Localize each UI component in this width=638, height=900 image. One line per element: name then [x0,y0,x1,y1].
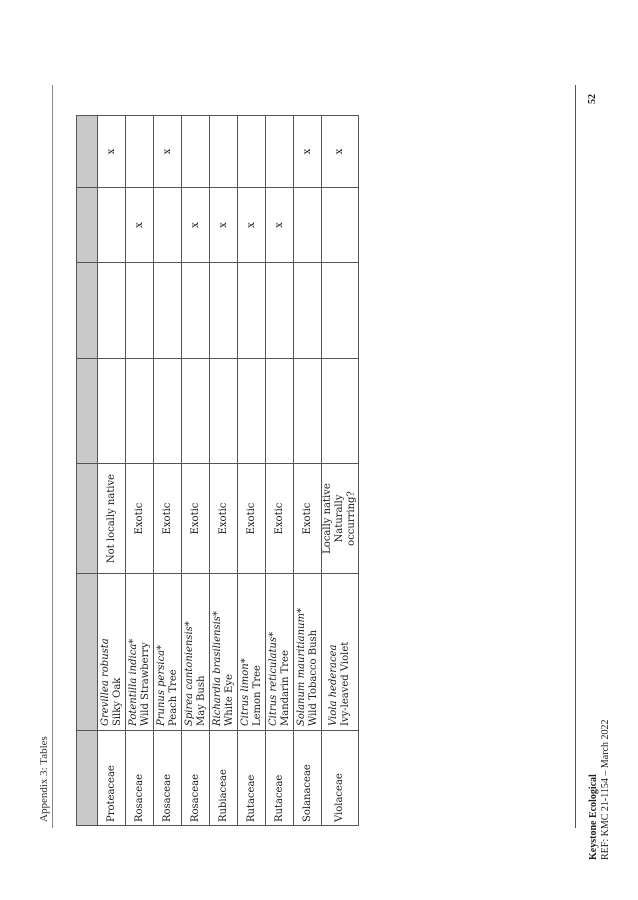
cell-5 [266,263,294,359]
cell-7 [210,116,238,188]
cell-6: x [266,188,294,263]
family-cell: Rosaceae [126,731,154,826]
section-title: Appendix 3: Tables [38,736,50,822]
cell-4 [210,359,238,464]
cell-7 [266,116,294,188]
table-header-row [77,116,98,826]
cell-5 [294,263,322,359]
cell-4 [98,359,126,464]
family-cell: Violaceae [322,731,359,826]
cell-4 [266,359,294,464]
status-line-1: Locally native [322,483,333,554]
status-cell: Exotic [126,464,154,574]
cell-6 [294,188,322,263]
cell-6: x [238,188,266,263]
species-table [76,115,359,826]
cell-4 [182,359,210,464]
status-cell [322,464,359,574]
cell-4 [154,359,182,464]
species-cell [322,574,359,731]
cell-5 [322,263,359,359]
cell-7: x [294,116,322,188]
cell-6: x [182,188,210,263]
cell-7: x [322,116,359,188]
header-cell-species [77,574,98,731]
header-cell-family [77,731,98,826]
scientific-name: Grevillea robusta [99,638,111,726]
species-cell [98,574,126,731]
common-name: Peach Tree [167,669,179,726]
common-name: Silky Oak [111,677,123,726]
cell-5 [154,263,182,359]
species-table-container [76,116,357,826]
table-row [294,116,322,826]
cell-6 [322,188,359,263]
cell-4 [238,359,266,464]
table-row [126,116,154,826]
cell-5 [210,263,238,359]
species-cell [266,574,294,731]
cell-5 [238,263,266,359]
cell-4 [294,359,322,464]
species-cell [154,574,182,731]
common-name: May Bush [195,675,207,726]
cell-5 [182,263,210,359]
status-cell: Exotic [154,464,182,574]
status-cell: Exotic [182,464,210,574]
cell-4 [322,359,359,464]
cell-7: x [98,116,126,188]
scientific-name: Prunus persica* [155,644,167,726]
family-cell: Rosaceae [154,731,182,826]
scientific-name: Richardia brasiliensis* [211,611,223,726]
header-cell-7 [77,116,98,188]
table-row [154,116,182,826]
status-cell: Exotic [266,464,294,574]
cell-4 [126,359,154,464]
cell-7 [238,116,266,188]
status-cell: Exotic [294,464,322,574]
common-name: Lemon Tree [251,665,263,726]
scientific-name: Spirea cantoniensis* [183,621,195,726]
table-row [210,116,238,826]
header-cell-5 [77,263,98,359]
cell-5 [126,263,154,359]
table-row [266,116,294,826]
header-divider [52,85,53,828]
scientific-name: Citrus reticulatus* [267,631,279,726]
family-cell: Solanaceae [294,731,322,826]
family-cell: Proteaceae [98,731,126,826]
table-row [98,116,126,826]
common-name: White Eye [223,674,235,726]
cell-6 [154,188,182,263]
cell-7 [182,116,210,188]
common-name: Wild Tobacco Bush [307,629,319,726]
header-cell-6 [77,188,98,263]
cell-6: x [210,188,238,263]
common-name: Mandarin Tree [279,650,291,726]
family-cell: Rutaceae [238,731,266,826]
scientific-name: Potentilla indica* [127,638,139,726]
scientific-name: Solanum mauritianum* [295,608,307,726]
species-cell [238,574,266,731]
family-cell: Rubiaceae [210,731,238,826]
page-number-text: 52 [587,94,598,104]
footer-reference: REF: KMC 21-1154 – March 2022 [600,719,611,860]
status-cell: Not locally native [98,464,126,574]
status-cell: Exotic [210,464,238,574]
scientific-name: Viola hederacea [328,644,339,726]
common-name: Ivy-leaved Violet [340,641,351,726]
cell-6 [98,188,126,263]
family-cell: Rutaceae [266,731,294,826]
species-cell [294,574,322,731]
species-cell [182,574,210,731]
footer-divider [575,85,576,828]
table-row [182,116,210,826]
cell-6: x [126,188,154,263]
species-cell [126,574,154,731]
common-name: Wild Strawberry [139,642,151,726]
footer-company: Keystone Ecological [588,774,599,860]
header-cell-status [77,464,98,574]
species-cell [210,574,238,731]
header-cell-4 [77,359,98,464]
table-row [238,116,266,826]
status-cell: Exotic [238,464,266,574]
cell-5 [98,263,126,359]
family-cell: Rosaceae [182,731,210,826]
status-line-2: Naturally occurring? [334,491,357,546]
cell-7 [126,116,154,188]
cell-7: x [154,116,182,188]
scientific-name: Citrus limon* [239,658,251,726]
table-row [322,116,359,826]
